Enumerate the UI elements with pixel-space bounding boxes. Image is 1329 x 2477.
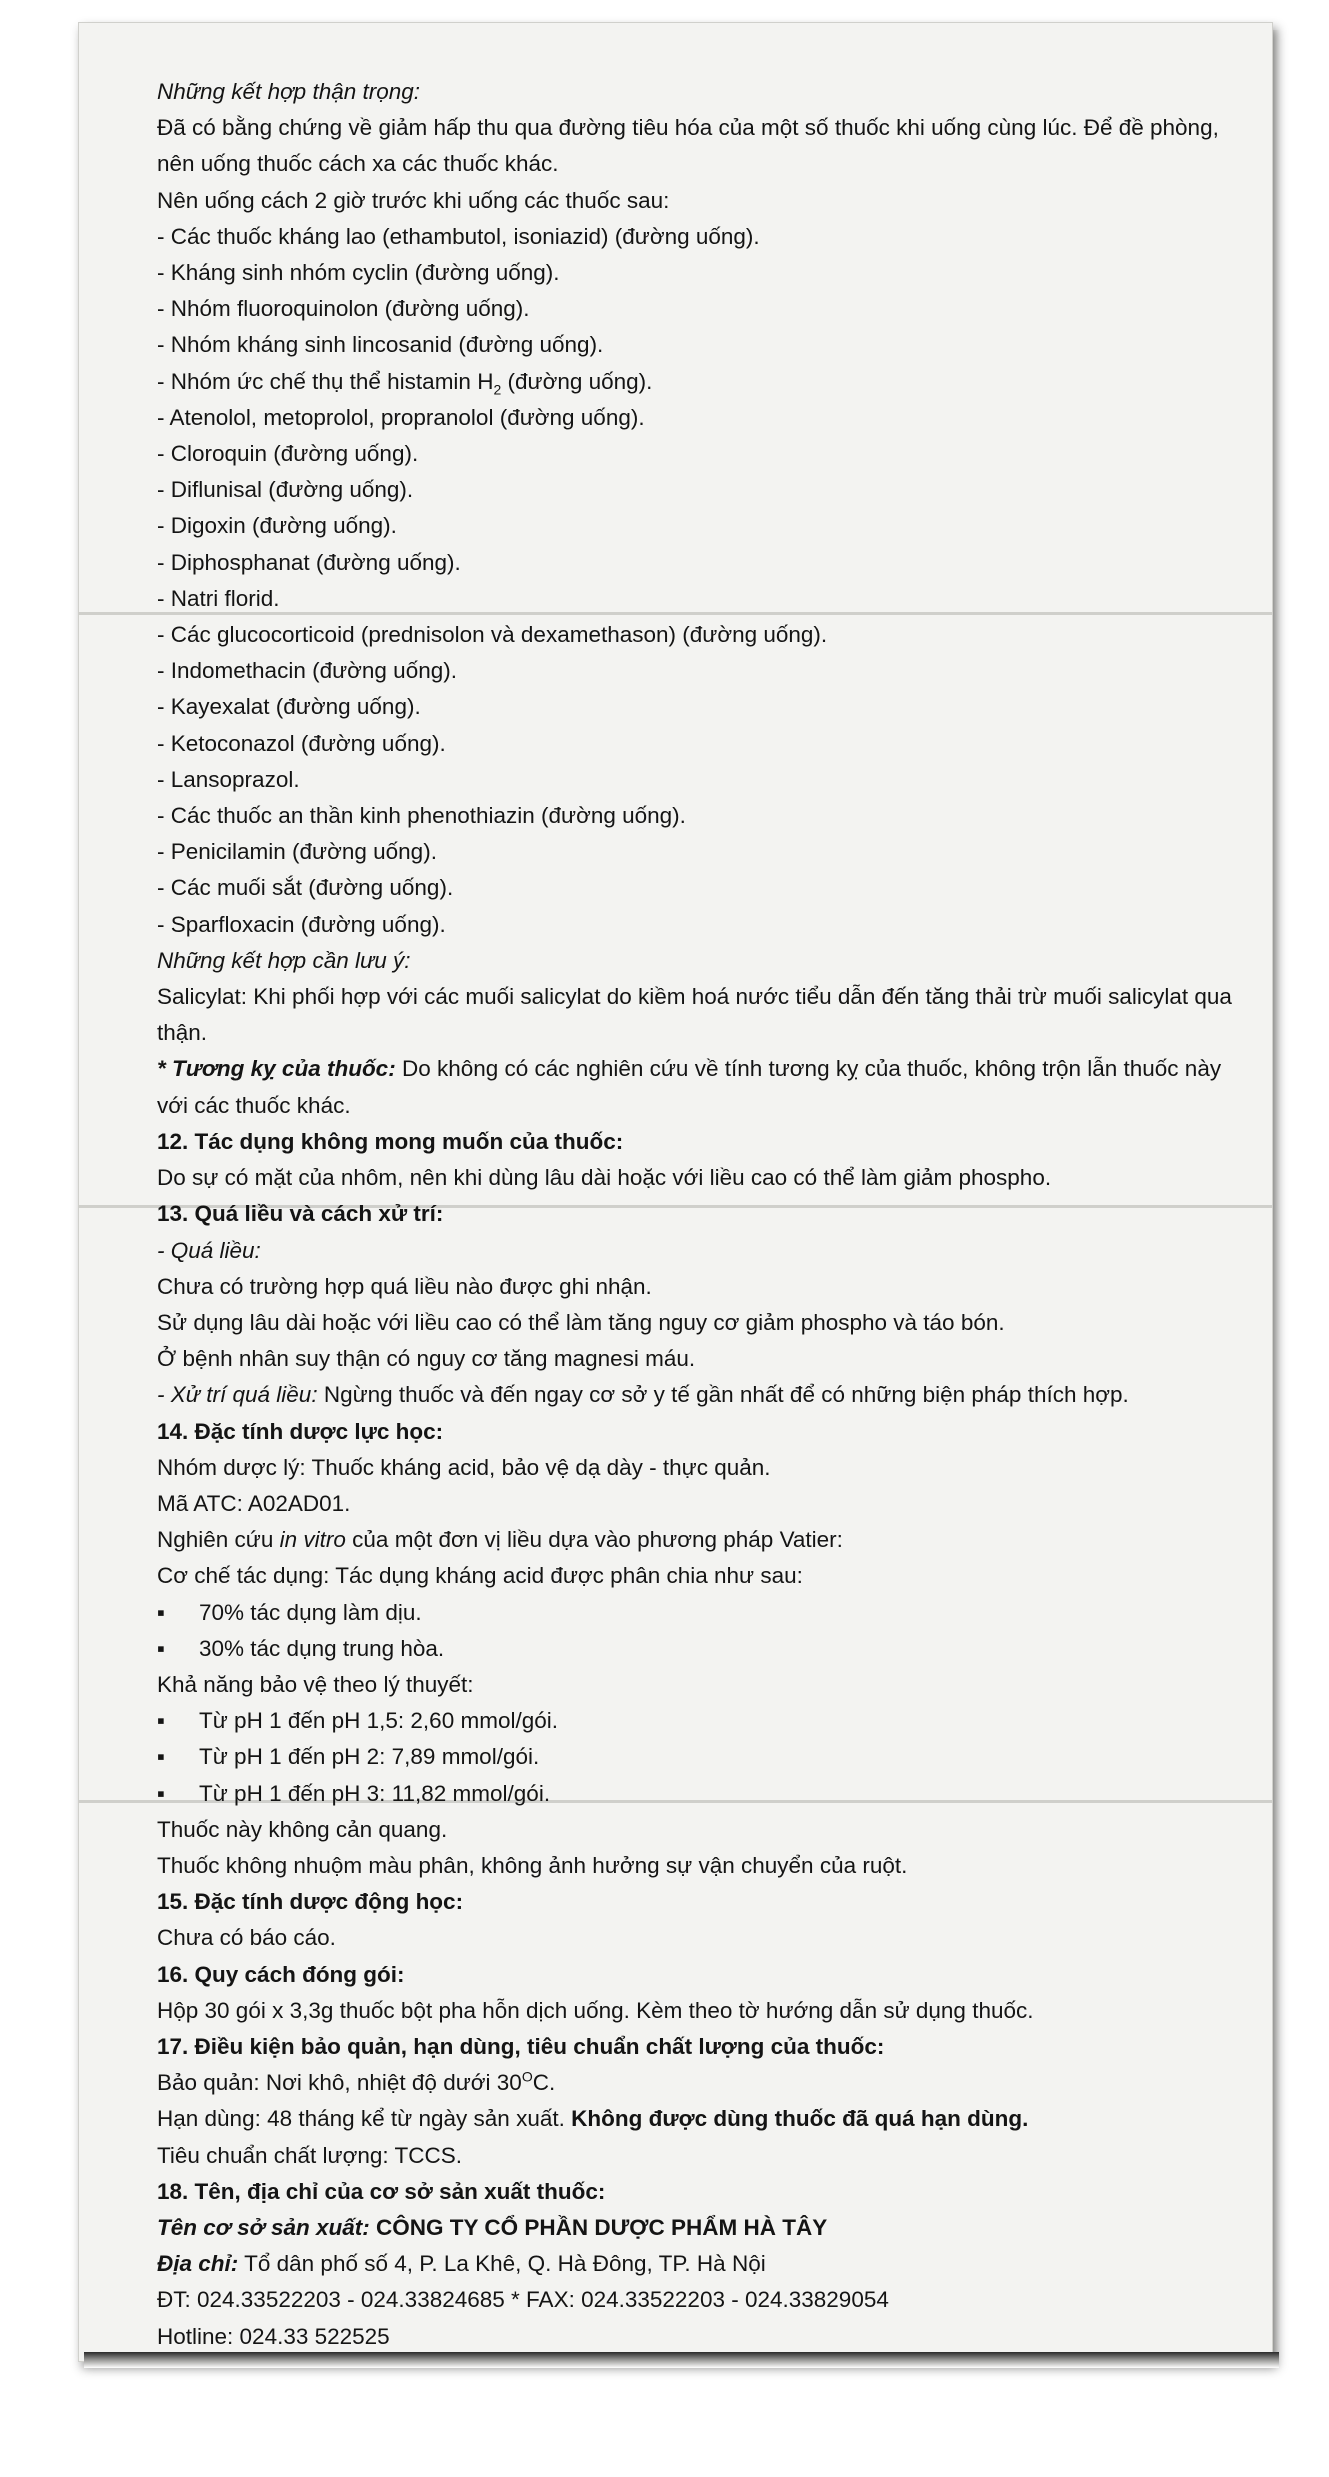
- drug-item: - Atenolol, metoprolol, propranolol (đường uống).: [157, 404, 645, 430]
- leaflet-text: [157, 74, 1237, 2355]
- drug-item: - Nhóm fluoroquinolon (đường uống).: [157, 296, 530, 322]
- drug-item: - Diphosphanat (đường uống).: [157, 549, 461, 575]
- bullet-icon: ▪: [157, 1744, 165, 1770]
- overdose-line: Sử dụng lâu dài hoặc với liều cao có thể làm tăng nguy cơ giảm phospho và táo bón.: [157, 1309, 1005, 1335]
- drug-item: - Kháng sinh nhóm cyclin (đường uống).: [157, 260, 560, 286]
- shelf-life: [157, 2101, 1237, 2137]
- treatment-label: - Xử trí quá liều:: [157, 1382, 318, 1408]
- drug-item-suffix: (đường uống).: [501, 368, 653, 394]
- protection-item-text: Từ pH 1 đến pH 2: 7,89 mmol/gói.: [199, 1744, 540, 1770]
- protection-item-text: Từ pH 1 đến pH 1,5: 2,60 mmol/gói.: [199, 1708, 558, 1734]
- h2-subscript: 2: [493, 381, 502, 398]
- note-heading: Những kết hợp cần lưu ý:: [157, 947, 411, 973]
- mechanism-item-text: 30% tác dụng trung hòa.: [199, 1635, 445, 1661]
- mechanism: Cơ chế tác dụng: Tác dụng kháng acid được phân chia như sau:: [157, 1563, 803, 1589]
- radiopaque-note: Thuốc này không cản quang.: [157, 1816, 448, 1842]
- protection-item: [157, 1776, 1237, 1812]
- phone-fax: ĐT: 024.33522203 - 024.33824685 * FAX: 024.33522203 - 024.33829054: [157, 2287, 889, 2313]
- address-label: Địa chỉ:: [157, 2251, 239, 2277]
- manufacturer-value: CÔNG TY CỔ PHẦN DƯỢC PHẨM HÀ TÂY: [369, 2214, 828, 2240]
- overdose-treatment: [157, 1377, 1237, 1413]
- storage: [157, 2065, 1237, 2101]
- manufacturer-name: [157, 2210, 1237, 2246]
- caution-heading: Những kết hợp thận trọng:: [157, 79, 421, 104]
- in-vitro-line: [157, 1522, 1237, 1558]
- salicylat-note: Salicylat: Khi phối hợp với các muối salicylat do kiềm hoá nước tiểu dẫn đến tăng thải trừ muối salicylat qua thận.: [157, 984, 1232, 1046]
- in-vitro-c: của một đơn vị liều dựa vào phương pháp Vatier:: [345, 1527, 843, 1553]
- in-vitro-a: Nghiên cứu: [157, 1527, 280, 1553]
- treatment-text: Ngừng thuốc và đến ngay cơ sở y tế gần nhất để có những biện pháp thích hợp.: [317, 1382, 1129, 1408]
- mechanism-item: [157, 1595, 1237, 1631]
- section-18-heading: 18. Tên, địa chỉ của cơ sở sản xuất thuốc:: [157, 2178, 606, 2204]
- pharma-group: Nhóm dược lý: Thuốc kháng acid, bảo vệ dạ dày - thực quản.: [157, 1454, 771, 1480]
- overdose-line: Chưa có trường hợp quá liều nào được ghi nhận.: [157, 1273, 652, 1299]
- drug-item: - Các glucocorticoid (prednisolon và dexamethason) (đường uống).: [157, 622, 828, 648]
- overdose-line: Ở bệnh nhân suy thận có nguy cơ tăng magnesi máu.: [157, 1346, 696, 1372]
- mechanism-item-text: 70% tác dụng làm dịu.: [199, 1599, 422, 1625]
- overdose-label: - Quá liều:: [157, 1237, 261, 1263]
- drug-item-h2: [157, 364, 1237, 400]
- drug-item: - Diflunisal (đường uống).: [157, 477, 414, 503]
- bullet-icon: ▪: [157, 1599, 165, 1625]
- drug-item: - Sparfloxacin (đường uống).: [157, 911, 446, 937]
- incompat-text: Do không có các nghiên cứu về tính tương kỵ của thuốc, không trộn lẫn thuốc này với các thuốc khác.: [157, 1056, 1222, 1118]
- drug-item: - Indomethacin (đường uống).: [157, 658, 457, 684]
- drug-item: - Các muối sắt (đường uống).: [157, 875, 454, 901]
- section-15-heading: 15. Đặc tính dược động học:: [157, 1889, 464, 1915]
- manufacturer-label: Tên cơ sở sản xuất:: [157, 2214, 370, 2240]
- section-13-heading: 13. Quá liều và cách xử trí:: [157, 1201, 444, 1227]
- protection: Khả năng bảo vệ theo lý thuyết:: [157, 1671, 474, 1697]
- drug-item: - Digoxin (đường uống).: [157, 513, 397, 539]
- manufacturer-address: [157, 2246, 1237, 2282]
- address-value: Tổ dân phố số 4, P. La Khê, Q. Hà Đông, TP. Hà Nội: [238, 2251, 766, 2277]
- section-16-text: Hộp 30 gói x 3,3g thuốc bột pha hỗn dịch uống. Kèm theo tờ hướng dẫn sử dụng thuốc.: [157, 1997, 1034, 2023]
- drug-item: - Kayexalat (đường uống).: [157, 694, 421, 720]
- atc-code: Mã ATC: A02AD01.: [157, 1490, 351, 1516]
- drug-item: - Lansoprazol.: [157, 766, 300, 792]
- drug-item: - Ketoconazol (đường uống).: [157, 730, 446, 756]
- shelf-life-text: Hạn dùng: 48 tháng kể từ ngày sản xuất.: [157, 2106, 572, 2132]
- protection-item: [157, 1739, 1237, 1775]
- bullet-icon: ▪: [157, 1635, 165, 1661]
- section-15-text: Chưa có báo cáo.: [157, 1925, 336, 1951]
- in-vitro-b: in vitro: [279, 1527, 346, 1553]
- stain-note: Thuốc không nhuộm màu phân, không ảnh hưởng sự vận chuyển của ruột.: [157, 1852, 908, 1878]
- storage-text: Bảo quản: Nơi khô, nhiệt độ dưới 30: [157, 2070, 522, 2096]
- bullet-icon: ▪: [157, 1780, 165, 1806]
- section-14-heading: 14. Đặc tính dược lực học:: [157, 1418, 444, 1444]
- protection-item-text: Từ pH 1 đến pH 3: 11,82 mmol/gói.: [199, 1780, 551, 1806]
- section-17-heading: 17. Điều kiện bảo quản, hạn dùng, tiêu chuẩn chất lượng của thuốc:: [157, 2033, 885, 2059]
- drug-item: - Các thuốc an thần kinh phenothiazin (đường uống).: [157, 803, 686, 829]
- drug-item-text: - Nhóm ức chế thụ thể histamin H: [157, 368, 494, 394]
- drug-item: - Nhóm kháng sinh lincosanid (đường uống).: [157, 332, 604, 358]
- degree-sup: O: [521, 2068, 533, 2085]
- shelf-life-warning: Không được dùng thuốc đã quá hạn dùng.: [571, 2106, 1029, 2132]
- storage-unit: C.: [532, 2070, 556, 2096]
- protection-item: [157, 1703, 1237, 1739]
- caution-2h: Nên uống cách 2 giờ trước khi uống các thuốc sau:: [157, 187, 670, 213]
- drug-item: - Penicilamin (đường uống).: [157, 839, 437, 865]
- section-12-text: Do sự có mặt của nhôm, nên khi dùng lâu dài hoặc với liều cao có thể làm giảm phospho.: [157, 1165, 1052, 1191]
- drug-item: - Cloroquin (đường uống).: [157, 441, 419, 467]
- bullet-icon: ▪: [157, 1708, 165, 1734]
- drug-item: - Các thuốc kháng lao (ethambutol, isoniazid) (đường uống).: [157, 223, 760, 249]
- drug-item: - Natri florid.: [157, 585, 280, 611]
- section-16-heading: 16. Quy cách đóng gói:: [157, 1961, 405, 1987]
- caution-intro: Đã có bằng chứng về giảm hấp thu qua đường tiêu hóa của một số thuốc khi uống cùng lúc. Để đề phòng, nên uống thuốc cách xa các thuốc khác.: [157, 115, 1219, 177]
- incompatibility-note: [157, 1051, 1237, 1123]
- hotline: Hotline: 024.33 522525: [157, 2323, 390, 2349]
- section-12-heading: 12. Tác dụng không mong muốn của thuốc:: [157, 1128, 624, 1154]
- incompat-label: * Tương kỵ của thuốc:: [157, 1056, 396, 1082]
- mechanism-item: [157, 1631, 1237, 1667]
- quality-standard: Tiêu chuẩn chất lượng: TCCS.: [157, 2142, 462, 2168]
